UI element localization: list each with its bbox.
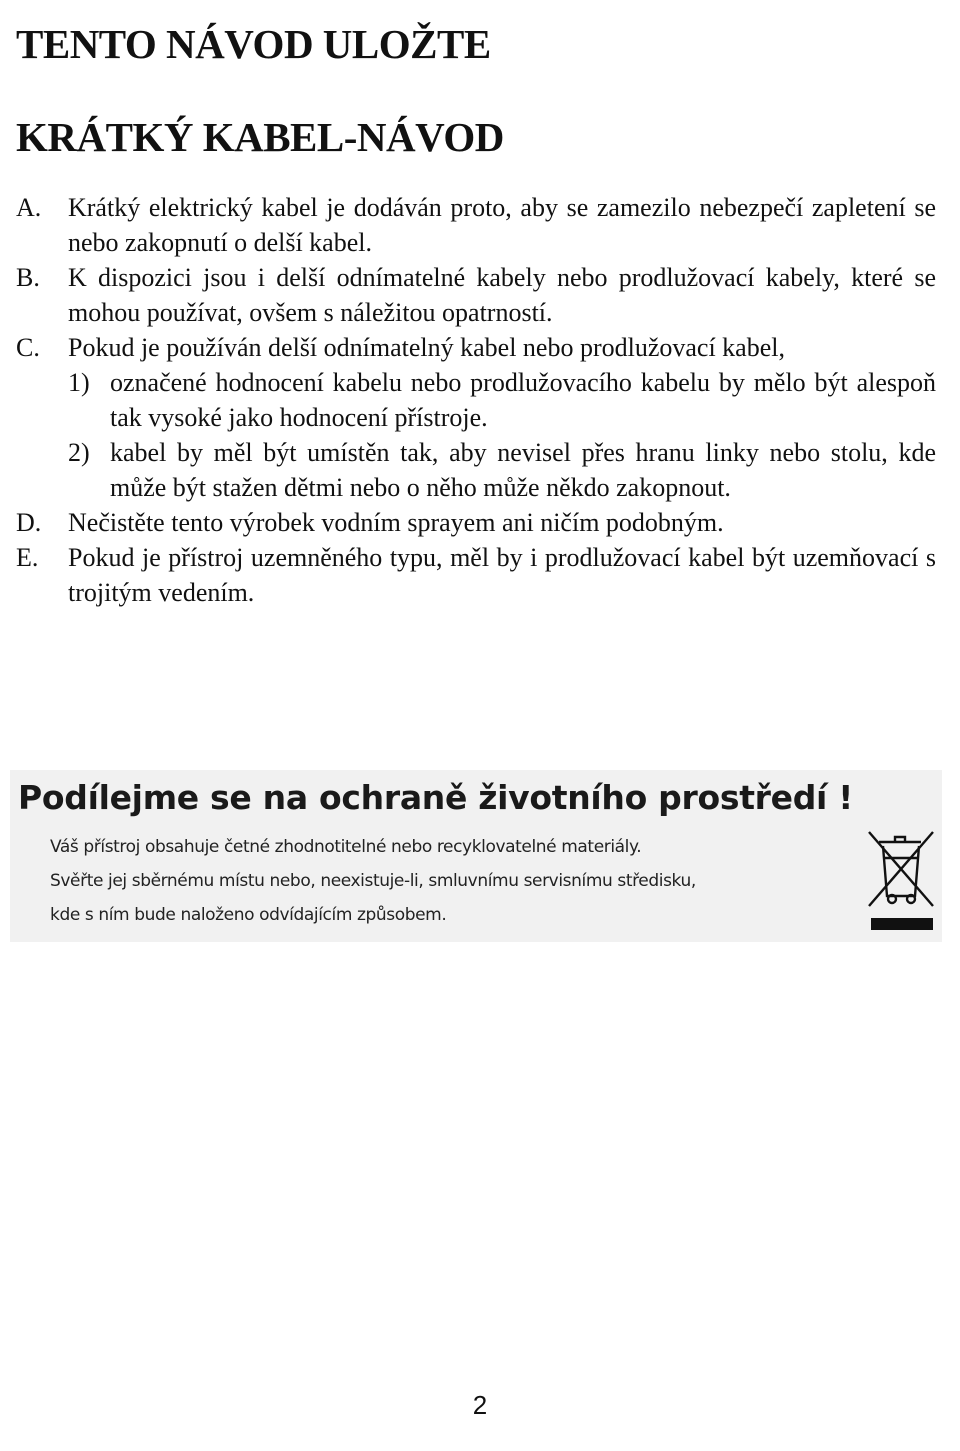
sub-item-number: 1) xyxy=(68,368,90,397)
environment-text xyxy=(50,830,830,932)
list-item xyxy=(16,330,936,505)
item-text: Pokud je přístroj uzemněného typu, měl by i prodlužovací kabel být uzemňovací s trojitým vedením. xyxy=(68,543,936,607)
item-letter: A. xyxy=(16,193,42,222)
item-text: Krátký elektrický kabel je dodáván proto, aby se zamezilo nebezpečí zapletení se nebo zakopnutí o delší kabel. xyxy=(68,193,936,257)
item-letter: E. xyxy=(16,543,39,572)
instruction-list xyxy=(16,190,936,610)
environment-line: Váš přístroj obsahuje četné zhodnotitelné nebo recyklovatelné materiály. xyxy=(50,837,642,857)
list-item xyxy=(16,505,936,540)
section-title: KRÁTKÝ KABEL-NÁVOD xyxy=(16,114,504,160)
list-item xyxy=(16,190,936,260)
item-text: Pokud je používán delší odnímatelný kabel nebo prodlužovací kabel, xyxy=(68,333,785,362)
sub-list-item xyxy=(68,435,936,505)
environment-notice xyxy=(10,770,942,942)
list-item xyxy=(16,260,936,330)
environment-line: kde s ním bude naloženo odvídajícím způsobem. xyxy=(50,905,447,925)
item-content xyxy=(68,330,936,505)
list-item xyxy=(16,540,936,610)
environment-line: Svěřte jej sběrnému místu nebo, neexistuje-li, smluvnímu servisnímu středisku, xyxy=(50,871,696,891)
sub-item-text: označené hodnocení kabelu nebo prodlužovacího kabelu by mělo být alespoň tak vysoké jako hodnocení přístroje. xyxy=(110,368,936,432)
page-number: 2 xyxy=(472,1390,488,1420)
page-title: TENTO NÁVOD ULOŽTE xyxy=(16,21,491,67)
sub-item-text: kabel by měl být umístěn tak, aby nevisel přes hranu linky nebo stolu, kde může být stažen dětmi nebo o něho může někdo zakopnout. xyxy=(110,438,936,502)
item-letter: D. xyxy=(16,508,42,537)
sub-list-item xyxy=(68,365,936,435)
environment-heading: Podílejme se na ochraně životního prostředí ! xyxy=(18,778,853,817)
item-letter: B. xyxy=(16,263,40,292)
sub-item-number: 2) xyxy=(68,438,90,467)
item-text: K dispozici jsou i delší odnímatelné kabely nebo prodlužovací kabely, které se mohou používat, ovšem s náležitou opatrností. xyxy=(68,263,936,327)
item-letter: C. xyxy=(16,333,40,362)
crossed-out-wheelie-bin-icon xyxy=(865,828,937,934)
item-text: Nečistěte tento výrobek vodním sprayem ani ničím podobným. xyxy=(68,508,724,537)
